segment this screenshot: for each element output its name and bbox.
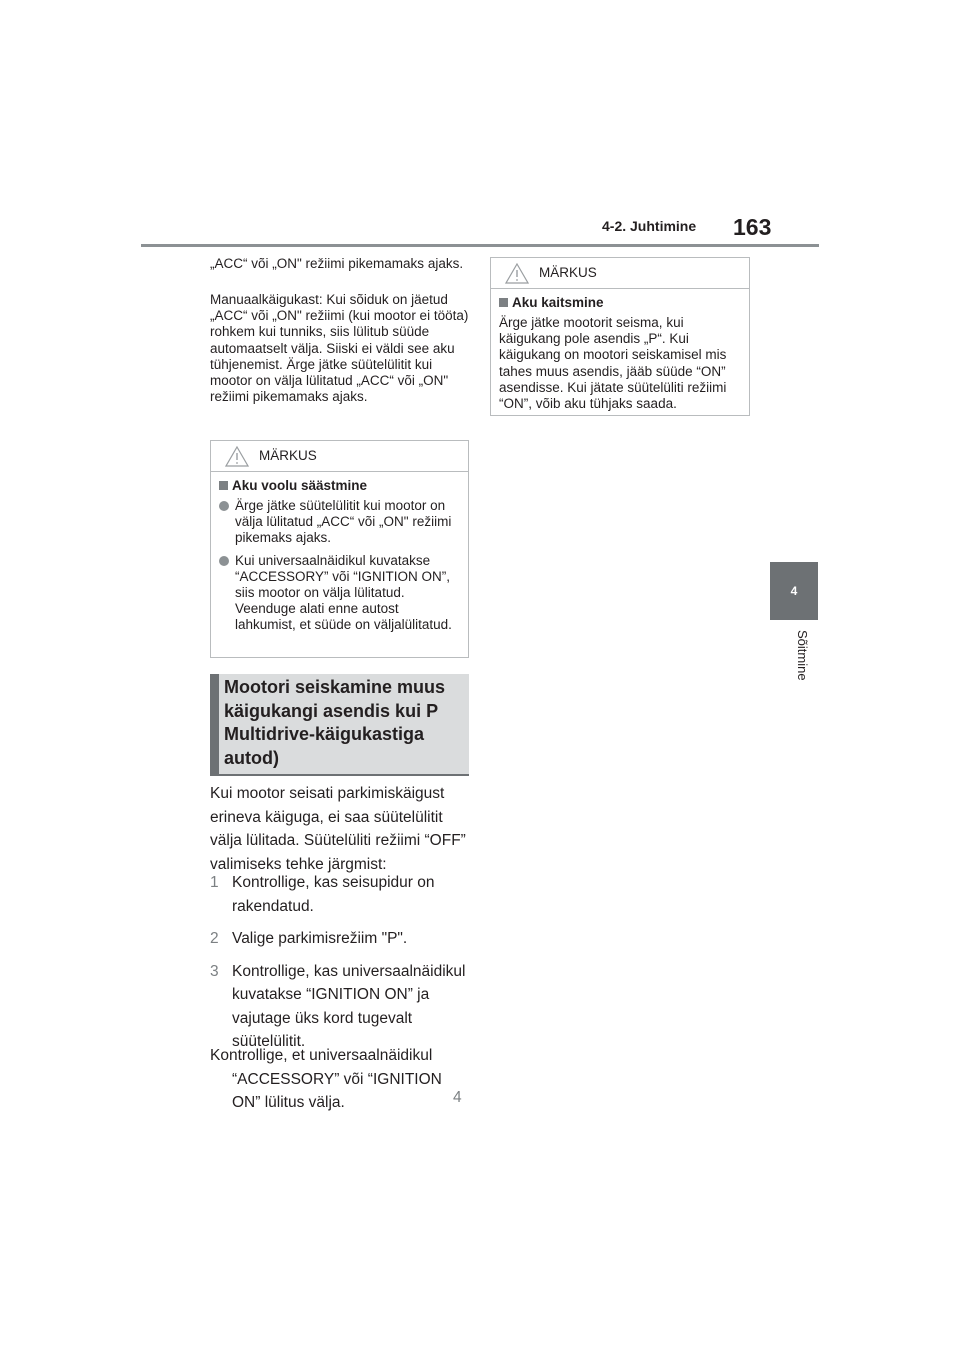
page-reference: 4	[453, 1089, 462, 1106]
closing-paragraph	[210, 1044, 472, 1115]
notice-subheading: Aku voolu säästmine	[219, 478, 460, 493]
section-heading	[210, 674, 469, 776]
intro-paragraph-2: Manuaalkäigukast: Kui sõiduk on jäetud „ACC“ või „ON" režiimi (kui mootor ei tööta) rohkem kui tunniks, siis lülitub süüde automaatselt välja. Siiski ei väldi see aku tühjenemist. Ärge jätke süütelülitit kui mootor on välja lülitatud „ACC“ või „ON" režiimi pikemamaks ajaks.	[210, 292, 469, 405]
warning-triangle-icon	[505, 263, 529, 284]
step-number: 2	[210, 930, 219, 947]
steps-list	[210, 871, 472, 1063]
notice-bullet-text: Kui universaalnäidikul kuvatakse “ACCESSORY” või “IGNITION ON”, siis mootor on välja lülitatud. Veenduge alati enne autost lahkumist, et süüde on väljalülitatud.	[235, 552, 452, 633]
notice-bullet-text: Ärge jätke süütelülitit kui mootor on välja lülitatud „ACC“ või „ON" režiimi pikemaks ajaks.	[235, 498, 452, 546]
notice-subheading: Aku kaitsmine	[499, 295, 741, 310]
step-number: 1	[210, 874, 219, 891]
step-item	[210, 927, 472, 951]
warning-triangle-icon	[225, 446, 249, 467]
notice-title: MÄRKUS	[259, 448, 317, 463]
closing-text-first: Kontrollige, et universaalnäidikul	[210, 1047, 433, 1064]
step-text: Kontrollige, kas seisupidur on rakendatud.	[232, 874, 435, 915]
section-heading-title: Mootori seiskamine muus käigukangi asendis kui P Multidrive-käigukastiga autod)	[224, 677, 446, 768]
chapter-tab: 4	[770, 562, 818, 620]
square-bullet-icon	[499, 298, 508, 307]
step-text: Valige parkimisrežiim "P".	[232, 930, 408, 947]
closing-text-rest: “ACCESSORY” või “IGNITION ON” lülitus välja.	[232, 1070, 442, 1111]
notice-header	[491, 258, 749, 289]
circle-bullet-icon	[219, 556, 229, 566]
notice-title: MÄRKUS	[539, 265, 597, 280]
step-number: 3	[210, 962, 219, 980]
notice-bullet	[219, 553, 460, 634]
section-heading-bar	[210, 674, 219, 774]
square-bullet-icon	[219, 481, 228, 490]
intro-paragraph-1: „ACC“ või „ON" režiimi pikemamaks ajaks.	[210, 256, 464, 271]
step-item	[210, 960, 472, 1054]
step-item	[210, 871, 472, 918]
body-intro: Kui mootor seisati parkimiskäigust erineva käiguga, ei saa süütelülitit välja lülitada. Süütelüliti režiimi “OFF” valimiseks tehke järgmist:	[210, 785, 466, 873]
notice-box-battery-saving	[210, 440, 469, 658]
chapter-label: Sõitmine	[795, 630, 810, 681]
section-title: 4-2. Juhtimine	[602, 218, 697, 234]
circle-bullet-icon	[219, 501, 229, 511]
page-number: 163	[733, 214, 772, 240]
notice-bullet	[219, 498, 460, 547]
step-text: Kontrollige, kas universaalnäidikul kuvatakse “IGNITION ON” ja vajutage üks kord tugevalt süütelülitit.	[232, 962, 466, 1050]
notice-header	[211, 441, 468, 472]
notice-text: Ärge jätke mootorit seisma, kui käigukang pole asendis „P“. Kui käigukang on mootori seiskamisel mis tahes muus asendis, jääb süüde “ON” asendisse. Kui jätate süütelüliti režiimi “ON”, võib aku tühjaks saada.	[499, 315, 727, 412]
header-rule	[141, 244, 819, 247]
notice-box-battery-protection	[490, 257, 750, 416]
